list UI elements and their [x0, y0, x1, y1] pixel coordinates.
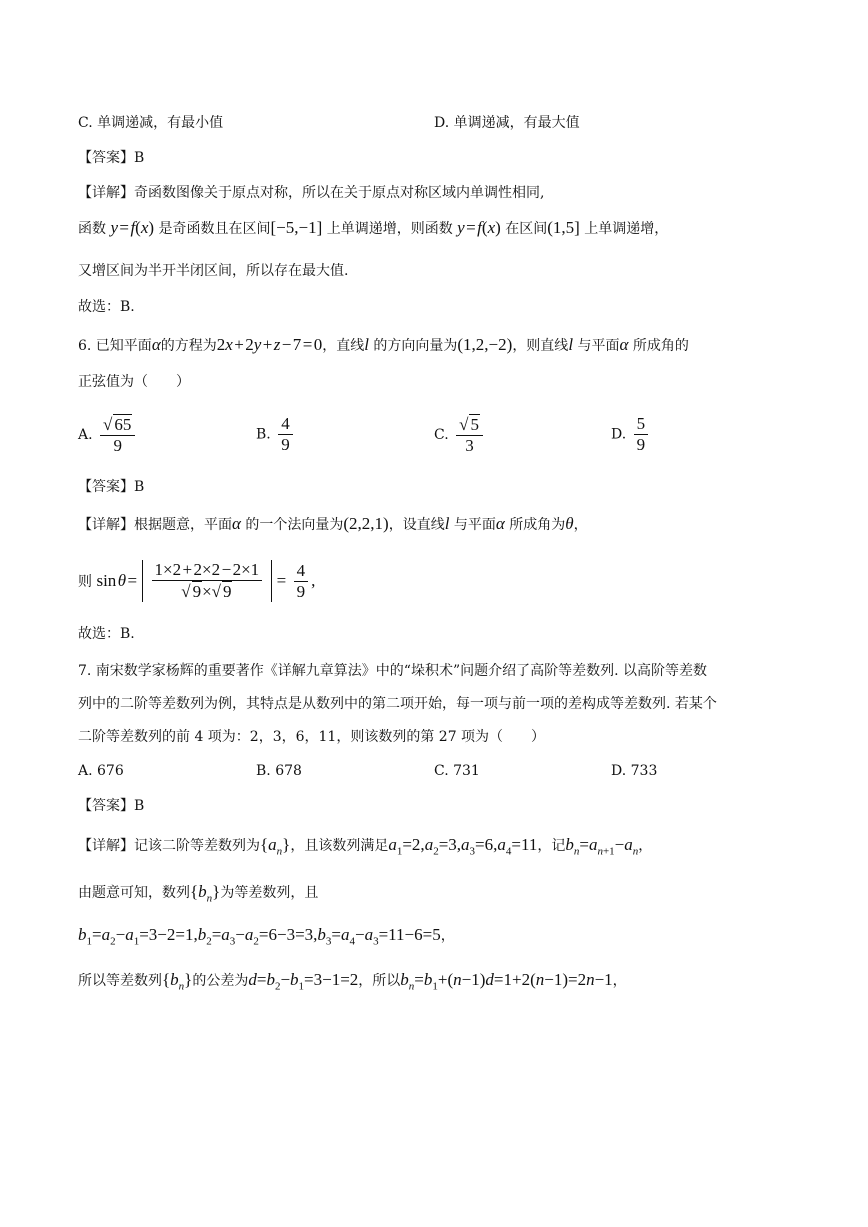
q7-stem-line2: 列中的二阶等差数列为例，其特点是从数列中的第二项开始，每一项与前一项的差构成等差数列. 若某个	[78, 696, 717, 712]
q6-option-d: D. $\frac{5}{9}$	[611, 414, 651, 455]
q5-choose: 故选：B.	[78, 299, 135, 315]
q6-option-b: B. $\frac{4}{9}$	[256, 414, 296, 455]
q7-detail-line4: 所以等差数列$\{b_n\}$的公差为$d=b_2-b_1=3-1=2$，所以$b_n=b_1+(n-1)d=1+2(n-1)=2n-1$，	[78, 970, 627, 993]
q6-option-c: C. $\frac{√ 5}{3}$	[434, 414, 486, 456]
q7-stem-line3: 二阶等差数列的前 4 项为：2，3，6，11，则该数列的第 27 项为（ ）	[78, 729, 546, 745]
q6-choose: 故选：B.	[78, 626, 135, 642]
q6-detail: 【详解】根据题意，平面α 的一个法向量为(2,2,1)，设直线l 与平面α 所成角为θ，	[78, 514, 588, 533]
q6-option-a: A. $\frac{√ 65}{9}$	[78, 414, 138, 456]
q5-option-c: C. 单调递减，有最小值	[78, 115, 224, 131]
q7-option-d: D. 733	[611, 763, 658, 779]
fraction-4-over-9: $\frac{4}{9}$	[278, 414, 293, 455]
q6-stem-line2: 正弦值为（ ）	[78, 374, 190, 390]
fraction-sqrt65-over-9: $\frac{√ 65}{9}$	[100, 414, 135, 456]
q5-detail-line3: 又增区间为半开半闭区间，所以存在最大值.	[78, 263, 349, 279]
q5-detail-line1: 【详解】奇函数图像关于原点对称，所以在关于原点对称区域内单调性相同,	[78, 185, 545, 201]
q7-detail-line2: 由题意可知，数列$\{b_n\}$为等差数列，且	[78, 882, 319, 905]
q6-answer: 【答案】B	[78, 479, 145, 495]
q7-option-a: A. 676	[78, 763, 124, 779]
q7-option-c: C. 731	[434, 763, 480, 779]
q6-calc: 则 sin θ = $\frac{1\times 2 + 2\times 2 - 2\times 1}{√ 9\times√ 9}$ = $\frac{4}{9}$ ,	[78, 560, 316, 601]
q7-stem-line1: 7. 南宋数学家杨辉的重要著作《详解九章算法》中的“垛积术”问题介绍了高阶等差数列. 以高阶等差数	[78, 663, 708, 679]
q7-detail-line3: $b_1=a_2-a_1=3-2=1,b_2=a_3-a_2=6-3=3,b_3=a_4-a_3=11-6=5$，	[78, 925, 455, 948]
q7-answer: 【答案】B	[78, 798, 145, 814]
fraction-5-over-9: $\frac{5}{9}$	[634, 414, 649, 455]
q5-option-d: D. 单调递减，有最大值	[434, 115, 580, 131]
q7-detail-line1: 【详解】记该二阶等差数列为$\{a_n\}$，且该数列满足$a_1=2,a_2=3,a_3=6,a_4=11$，记$b_n=a_{n+1}-a_n$，	[78, 835, 653, 858]
q7-option-b: B. 678	[256, 763, 302, 779]
q5-answer: 【答案】B	[78, 150, 145, 166]
math-function: y	[110, 218, 118, 237]
absolute-value: $\frac{1\times 2 + 2\times 2 - 2\times 1}{√ 9\times√ 9}$	[142, 560, 273, 602]
fraction-sqrt5-over-3: $\frac{√ 5}{3}$	[456, 414, 483, 456]
q6-stem-line1: 6. 已知平面α的方程为2x + 2y + z − 7 = 0，直线l 的方向向量为(1,2,−2)，则直线l 与平面α 所成角的	[78, 335, 689, 354]
q5-detail-line2: 函数 y = f(x) 是奇函数且在区间[−5,−1] 上单调递增，则函数 y = f(x) 在区间(1,5] 上单调递增，	[78, 218, 669, 237]
